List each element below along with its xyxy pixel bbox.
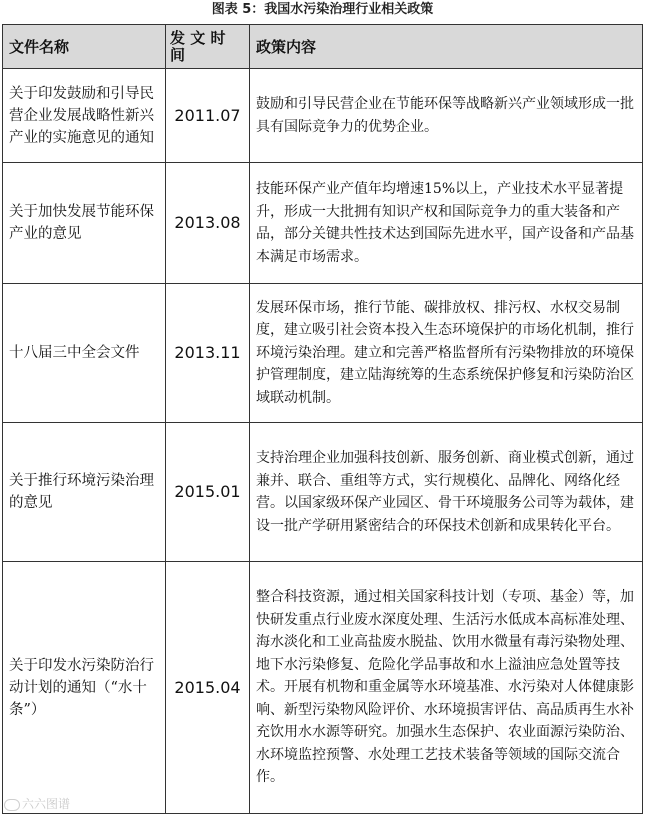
table-row [3, 423, 643, 562]
table-caption: 图表 5：我国水污染治理行业相关政策 [211, 2, 434, 17]
policy-content-cell: 技能环保产业产值年均增速15%以上，产业技术水平显著提升，形成一大批拥有知识产权和国际竞争力的重大装备和产品，部分关键共性技术达到国际先进水平，国产设备和产品基本满足市场需求。 [250, 163, 643, 284]
header-issue-date: 发 文 时 间 [166, 25, 250, 69]
file-name-cell: 关于推行环境污染治理的意见 [3, 423, 166, 562]
watermark [4, 795, 70, 812]
table-row [3, 163, 643, 284]
issue-date-cell: 2015.04 [166, 562, 250, 814]
table-header-row [3, 25, 643, 69]
policy-table [2, 24, 643, 814]
issue-date-cell: 2013.11 [166, 284, 250, 423]
watermark-logo-icon [4, 799, 20, 811]
table-row [3, 284, 643, 423]
table-row [3, 69, 643, 163]
table-row [3, 562, 643, 814]
policy-content-cell: 鼓励和引导民营企业在节能环保等战略新兴产业领域形成一批具有国际竞争力的优势企业。 [250, 69, 643, 163]
header-policy-content: 政策内容 [250, 25, 643, 69]
policy-content-cell: 发展环保市场，推行节能、碳排放权、排污权、水权交易制度，建立吸引社会资本投入生态环境保护的市场化机制，推行环境污染治理。建立和完善严格监督所有污染物排放的环境保护管理制度，建立陆海统筹的生态系统保护修复和污染防治区域联动机制。 [250, 284, 643, 423]
file-name-cell: 关于加快发展节能环保产业的意见 [3, 163, 166, 284]
policy-content-cell: 整合科技资源，通过相关国家科技计划（专项、基金）等，加快研发重点行业废水深度处理、生活污水低成本高标准处理、海水淡化和工业高盐废水脱盐、饮用水微量有毒污染物处理、地下水污染修复、危险化学品事故和水上溢油应急处置等技术。开展有机物和重金属等水环境基准、水污染对人体健康影响、新型污染物风险评价、水环境损害评估、高品质再生水补充饮用水水源等研究。加强水生态保护、农业面源污染防治、水环境监控预警、水处理工艺技术装备等领域的国际交流合作。 [250, 562, 643, 814]
policy-content-cell: 支持治理企业加强科技创新、服务创新、商业模式创新，通过兼并、联合、重组等方式，实行规模化、品牌化、网络化经营。以国家级环保产业园区、骨干环境服务公司等为载体，建设一批产学研用紧密结合的环保技术创新和成果转化平台。 [250, 423, 643, 562]
file-name-cell: 关于印发水污染防治行动计划的通知（“水十条”） [3, 562, 166, 814]
issue-date-cell: 2011.07 [166, 69, 250, 163]
issue-date-cell: 2015.01 [166, 423, 250, 562]
watermark-text: 六六图谱 [22, 797, 71, 811]
file-name-cell: 十八届三中全会文件 [3, 284, 166, 423]
issue-date-cell: 2013.08 [166, 163, 250, 284]
file-name-cell: 关于印发鼓励和引导民营企业发展战略性新兴产业的实施意见的通知 [3, 69, 166, 163]
header-file-name: 文件名称 [3, 25, 166, 69]
